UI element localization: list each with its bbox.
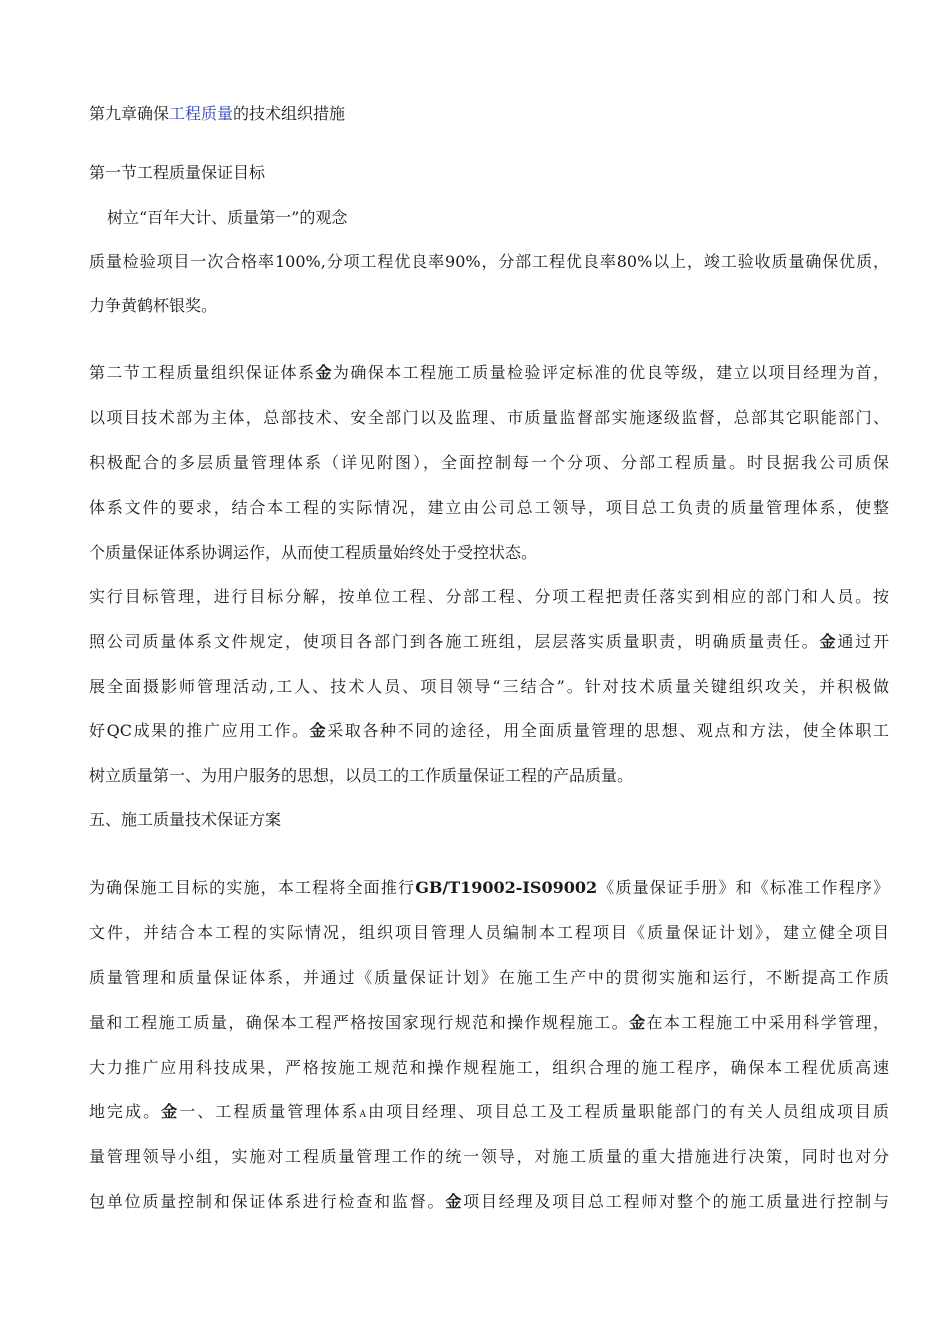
chapter-title-prefix: 第九章确保	[89, 104, 170, 123]
section5-line-7: 量管理领导小组，实施对工程质量管理工作的统一领导，对施工质量的重大措施进行决策，同时也对分	[89, 1147, 889, 1166]
section2-line-3: 积极配合的多层质量管理体系（详见附图），全面控制每一个分项、分部工程质量。时艮据我公司质保	[89, 453, 889, 472]
section2-line-2: 以项目技术部为主体，总部技术、安全部门以及监理、市质量监督部实施逐级监督，总部其它职能部门、	[89, 408, 889, 427]
section5-line-4	[89, 1012, 889, 1034]
section2-line-4: 体系文件的要求，结合本工程的实际情况，建立由公司总工领导，项目总工负责的质量管理体系，使整	[89, 498, 889, 517]
section1-slogan: 树立“百年大计、质量第一”的观念	[107, 208, 348, 227]
section5-text: 量和工程施工质量，确保本工程严格按国家现行规范和操作规程施工。	[89, 1013, 630, 1032]
section5-heading: 五、施工质量技术保证方案	[89, 810, 282, 829]
section5-line-3: 质量管理和质量保证体系，并通过《质量保证计划》在施工生产中的贯彻实施和运行，不断提高工作质	[89, 968, 889, 987]
chapter-title	[89, 103, 889, 125]
section2-line-10: 树立质量第一、为用户服务的思想，以员工的工作质量保证工程的产品质量。	[89, 766, 634, 785]
marker-glyph: 金	[161, 1102, 180, 1121]
section5-text: 为确保施工目标的实施，本工程将全面推行	[89, 878, 416, 897]
standard-code: GB/T19002-IS09002	[415, 878, 598, 897]
marker-glyph: 金	[309, 721, 328, 740]
small-marker: A	[359, 1110, 367, 1120]
marker-glyph: 金	[819, 632, 838, 651]
section2-text: 通过开	[837, 632, 889, 651]
section5-text: 地完成。	[89, 1102, 162, 1121]
marker-glyph: 金	[445, 1192, 464, 1211]
marker-glyph: 金	[629, 1013, 647, 1032]
section2-text: 照公司质量体系文件规定，使项目各部门到各施工班组，层层落实质量职责，明确质量责任。	[89, 632, 820, 651]
section5-text: 《质量保证手册》和《标准工作程序》	[597, 878, 889, 897]
section5-text: 在本工程施工中采用科学管理，	[646, 1013, 889, 1032]
section5-text: 由项目经理、项目总工及工程质量职能部门的有关人员组成项目质	[366, 1102, 889, 1121]
section5-line-1	[89, 877, 889, 899]
section2-line-8: 展全面摄影师管理活动,工人、技术人员、项目领导“三结合”。针对技术质量关键组织攻关，并积极做	[89, 677, 889, 696]
section5-line-5: 大力推广应用科技成果，严格按施工规范和操作规程施工，组织合理的施工程序，确保本工程优质高速	[89, 1058, 889, 1077]
section2-line-1	[89, 362, 889, 384]
section5-text: 一、工程质量管理体系	[179, 1102, 360, 1121]
section2-text: 好QC成果的推广应用工作。	[89, 721, 310, 740]
section5-line-2: 文件，并结合本工程的实际情况，组织项目管理人员编制本工程项目《质量保证计划》，建立健全项目	[89, 923, 889, 942]
chapter-title-suffix: 的技术组织措施	[233, 104, 346, 123]
section2-line-9	[89, 720, 889, 742]
section2-line-6: 实行目标管理，进行目标分解，按单位工程、分部工程、分项工程把责任落实到相应的部门和人员。按	[89, 587, 889, 606]
section2-line-5: 个质量保证体系协调运作，从而使工程质量始终处于受控状态。	[89, 543, 538, 562]
section5-line-8	[89, 1191, 889, 1213]
section1-heading: 第一节工程质量保证目标	[89, 163, 266, 182]
section2-text: 为确保本工程施工质量检验评定标准的优良等级，建立以项目经理为首，	[332, 363, 889, 382]
marker-glyph: 金	[315, 363, 333, 382]
section1-line-1: 质量检验项目一次合格率100%,分项工程优良率90%，分部工程优良率80%以上，竣工验收质量确保优质，	[89, 252, 889, 271]
section1-line-2: 力争黄鹤杯银奖。	[89, 296, 218, 315]
chapter-title-link[interactable]: 工程质量	[169, 104, 234, 123]
section5-line-6	[89, 1101, 889, 1126]
section2-line-7	[89, 631, 889, 653]
section5-text: 项目经理及项目总工程师对整个的施工质量进行控制与	[463, 1192, 889, 1211]
section2-heading: 第二节工程质量组织保证体系	[89, 363, 316, 382]
section5-text: 包单位质量控制和保证体系进行检查和监督。	[89, 1192, 446, 1211]
section2-text: 采取各种不同的途径，用全面质量管理的思想、观点和方法，使全体职工	[327, 721, 889, 740]
